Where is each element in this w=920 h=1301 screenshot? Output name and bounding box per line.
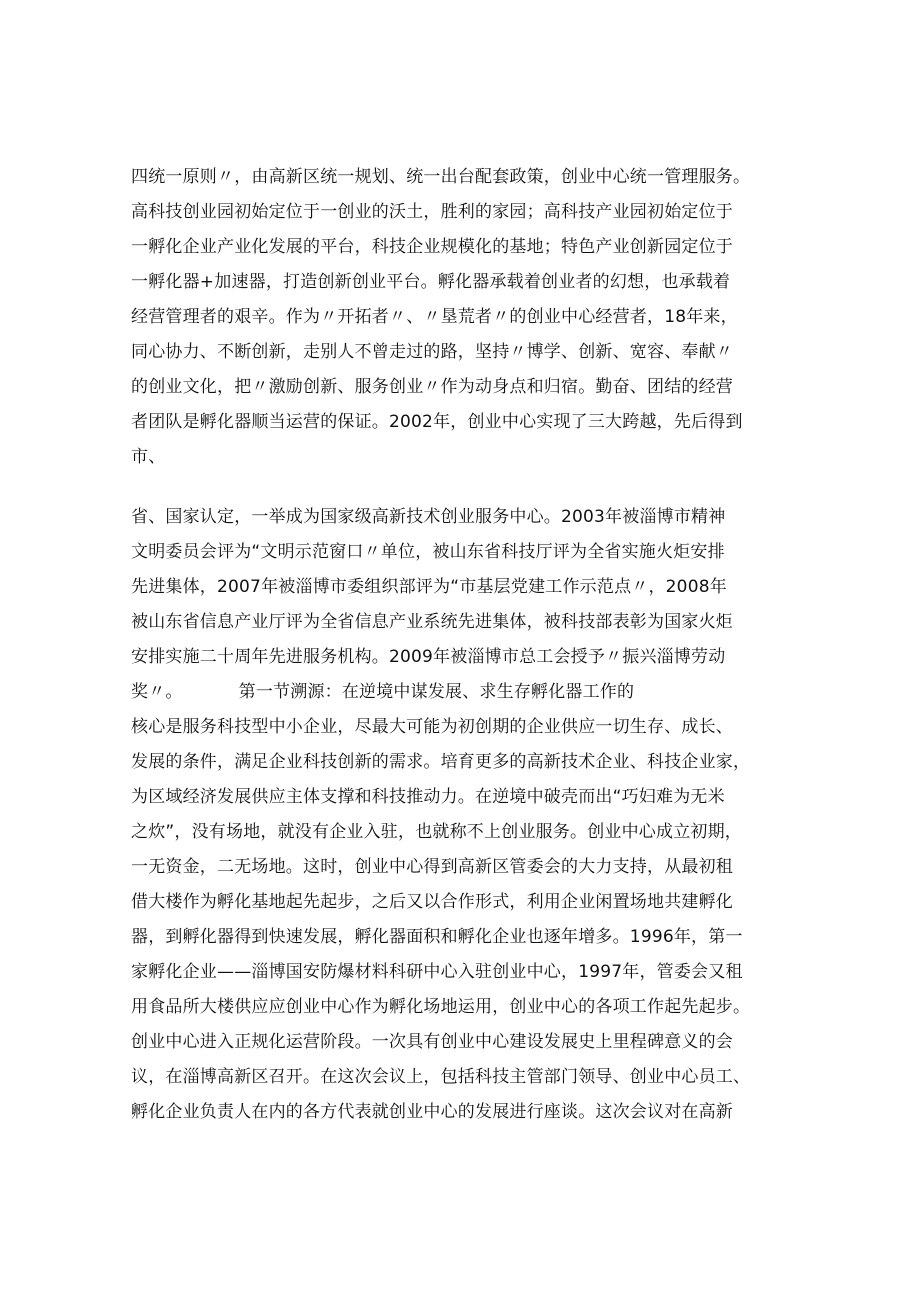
text-line: 核心是服务科技型中小企业，尽最大可能为初创期的企业供应一切生存、成长、 [131,717,733,737]
text-line: 家孵化企业——淄博国安防爆材料科研中心入驻创业中心，1997年，管委会又租 [131,962,743,982]
text-line: 者团队是孵化器顺当运营的保证。2002年，创业中心实现了三大跨越，先后得到 [131,412,743,432]
text-line: 同心协力、不断创新，走别人不曾走过的路，坚持〃博学、创新、宽容、奉献〃 [131,342,733,362]
text-line: 安排实施二十周年先进服务机构。2009年被淄博市总工会授予〃振兴淄博劳动 [131,647,726,667]
text-line: 先进集体，2007年被淄博市委组织部评为“市基层党建工作示范点〃，2008年 [131,577,727,597]
text-line: 四统一原则〃，由高新区统一规划、统一出台配套政策，创业中心统一管理服务。 [131,167,751,187]
text-line: 创业中心进入正规化运营阶段。一次具有创业中心建设发展史上里程碑意义的会 [131,1032,733,1052]
text-line: 一无资金，二无场地。这时，创业中心得到高新区管委会的大力支持，从最初租 [131,857,733,877]
text-line: 器，到孵化器得到快速发展，孵化器面积和孵化企业也逐年增多。1996年，第一 [131,927,743,947]
text-line: 用食品所大楼供应应创业中心作为孵化场地运用，创业中心的各项工作起先起步。 [131,997,751,1017]
text-line: 的创业文化，把〃激励创新、服务创业〃作为动身点和归宿。勤奋、团结的经营 [131,377,733,397]
text-line: 市、 [131,447,166,467]
text-line: 省、国家认定，一举成为国家级高新技术创业服务中心。2003年被淄博市精神 [131,507,726,527]
text-line: 一孵化企业产业化发展的平台，科技企业规模化的基地；特色产业创新园定位于 [131,237,733,257]
text-line: 奖〃。 第一节溯源：在逆境中谋发展、求生存孵化器工作的 [131,682,635,702]
text-line: 被山东省信息产业厅评为全省信息产业系统先进集体，被科技部表彰为国家火炬 [131,612,733,632]
text-line: 经营管理者的艰辛。作为〃开拓者〃、〃垦荒者〃的创业中心经营者，18年来， [131,307,738,327]
text-line: 为区域经济发展供应主体支撑和科技推动力。在逆境中破壳而出“巧妇难为无米 [131,787,725,807]
text-line: 一孵化器+加速器，打造创新创业平台。孵化器承载着创业者的幻想，也承载着 [131,272,731,292]
text-line: 议，在淄博高新区召开。在这次会议上，包括科技主管部门领导、创业中心员工、 [131,1067,751,1087]
text-line: 发展的条件，满足企业科技创新的需求。培育更多的高新技术企业、科技企业家， [131,752,751,772]
text-line: 文明委员会评为“文明示范窗口〃单位，被山东省科技厅评为全省实施火炬安排 [131,542,725,562]
text-line: 之炊”，没有场地，就没有企业入驻，也就称不上创业服务。创业中心成立初期， [131,822,743,842]
text-line: 高科技创业园初始定位于一创业的沃土，胜利的家园；高科技产业园初始定位于 [131,202,733,222]
paragraph-block-2 [131,500,801,1130]
text-line: 孵化企业负责人在内的各方代表就创业中心的发展进行座谈。这次会议对在高新 [131,1102,733,1122]
paragraph-block-1 [131,160,801,475]
text-line: 借大楼作为孵化基地起先起步，之后又以合作形式，利用企业闲置场地共建孵化 [131,892,733,912]
